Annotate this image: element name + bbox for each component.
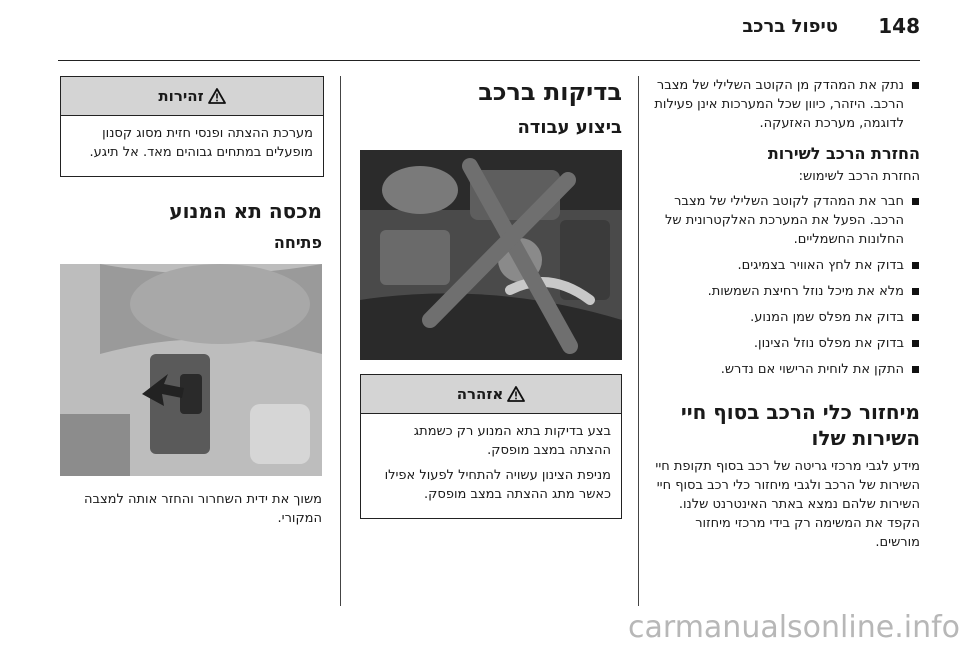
page-number: 148 <box>878 14 920 38</box>
hood-release-caption: משוך את ידית השחרור והחזר אותה למצבה המקורי. <box>83 492 322 526</box>
hood-release-illustration <box>60 264 322 476</box>
column-divider-right <box>638 76 639 606</box>
recycling-text: מידע לגבי מרכזי גריטה של רכב בסוף תקופת חיי השירות של הרכב ולגבי מיחזור כלי רכב בסוף חיי השירות שלהם נמצא באתר האינטרנט שלנו. הקפד את המשימה רק בידי מרכזי מיחזור מורשים. <box>655 459 920 550</box>
bullet-engine-oil: בדוק את מפלס שמן המנוע. <box>652 308 920 327</box>
caution-box-header <box>61 77 323 116</box>
section-title-hood: מכסה תא המנוע <box>169 199 322 223</box>
warning-triangle-icon <box>507 386 525 402</box>
column-divider-left <box>340 76 341 606</box>
hood-section-header <box>58 198 322 254</box>
bullet-license-plate: התקן את לוחית הרישוי אם נדרש. <box>652 360 920 379</box>
warning-paragraph-2: מניפת הצינון עשויה להתחיל לפעול אפילו כאשר מתג ההצתה במצב מופסק. <box>384 468 611 502</box>
caution-label: זהירות <box>158 87 204 105</box>
caution-box <box>60 76 324 177</box>
hood-release-photo <box>60 264 322 476</box>
reconnect-intro: החזרת הרכב לשימוש: <box>798 169 920 184</box>
section-title-vehicle-checks: בדיקות ברכב <box>478 78 622 106</box>
caution-text: מערכת ההצתה ופנסי חזית מסוג קסנון מופעלים במתחים גבוהים מאד. אל תיגע. <box>89 126 313 160</box>
caution-box-body <box>61 116 323 176</box>
bullet-washer-fluid: מלא את מיכל נוזל רחיצת השמשות. <box>652 282 920 301</box>
right-column <box>652 76 920 558</box>
bullet-tire-pressure: בדוק את לחץ האוויר בצמיגים. <box>652 256 920 275</box>
bullet-coolant: בדוק את מפלס נוזל הצינון. <box>652 334 920 353</box>
warning-label: אזהרה <box>456 385 504 403</box>
section-heading-recycling: מיחזור כלי הרכב בסוף חיי השירות שלו <box>680 400 920 450</box>
header-rule <box>58 60 920 61</box>
engine-bay-photo <box>360 150 622 360</box>
middle-column <box>358 76 622 140</box>
subsection-title-performing-work: ביצוע עבודה <box>517 117 622 138</box>
warning-paragraph-1: בצע בדיקות בתא המנוע רק כשמתג ההצתה במצב מופסק. <box>413 424 611 458</box>
warning-box-body <box>361 414 621 518</box>
bullet-disconnect-battery: נתק את המהדק מן הקוטב השלילי של מצבר הרכב. היזהר, כיוון שכל המערכות אינן פעילות לדוגמה, מערכת האזעקה. <box>652 76 920 133</box>
section-heading-reconnect: החזרת הרכב לשירות <box>767 144 920 163</box>
warning-box-header <box>361 375 621 414</box>
caution-triangle-icon <box>208 88 226 104</box>
bullet-reconnect-battery: חבר את המהדק לקוטב השלילי של מצבר הרכב. הפעל את המערכת האלקטרונית של החלונות החשמליים. <box>652 192 920 249</box>
subsection-title-opening: פתיחה <box>273 233 322 252</box>
engine-bay-illustration <box>360 150 622 360</box>
page-header-title: טיפול ברכב <box>742 16 838 37</box>
watermark: carmanualsonline.info <box>628 610 960 645</box>
warning-box <box>360 374 622 519</box>
